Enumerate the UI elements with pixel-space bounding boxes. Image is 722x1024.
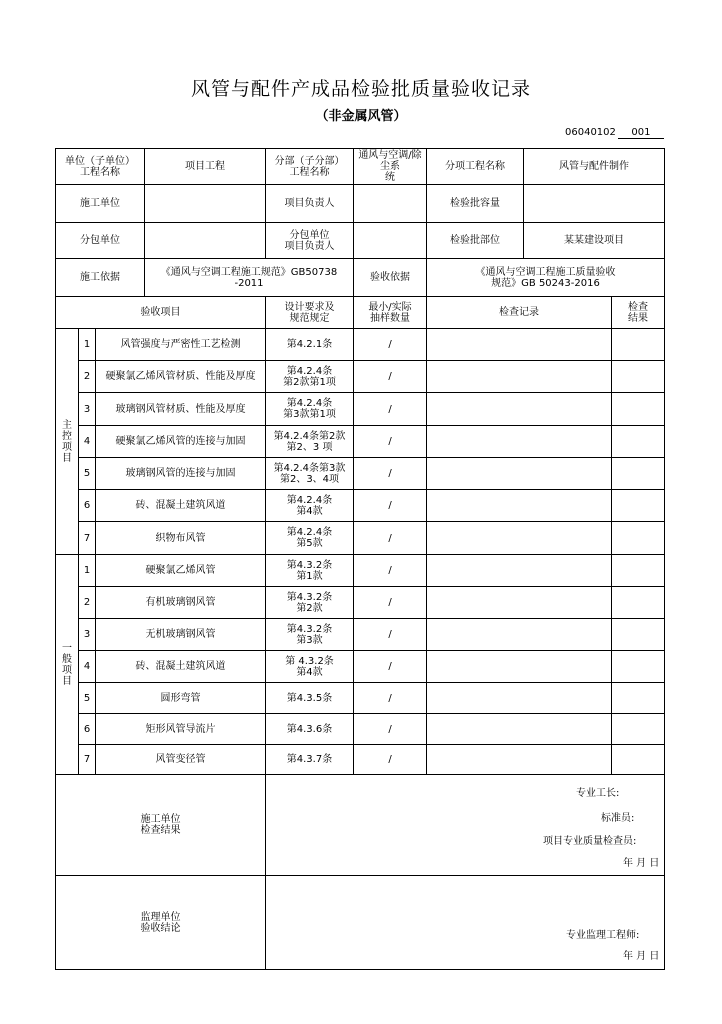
project-manager-value[interactable] [354, 185, 427, 223]
item-sample[interactable]: / [354, 587, 427, 619]
item-result[interactable] [612, 587, 665, 619]
item-name: 风管变径管 [96, 745, 266, 775]
main-item-row [56, 490, 665, 522]
item-requirement: 第4.3.7条 [266, 745, 354, 775]
item-sample[interactable]: / [354, 522, 427, 555]
item-number: 1 [79, 555, 96, 587]
header-row-basis [56, 259, 665, 297]
item-requirement: 第4.2.4条 第5款 [266, 522, 354, 555]
batch-location-value[interactable]: 某某建设项目 [524, 223, 665, 259]
item-sample[interactable]: / [354, 683, 427, 714]
item-record[interactable] [427, 651, 612, 683]
column-header-sample: 最小/实际 抽样数量 [354, 297, 427, 329]
general-item-row [56, 683, 665, 714]
item-number: 5 [79, 458, 96, 490]
item-number: 3 [79, 393, 96, 426]
sub-project-manager-value[interactable] [354, 223, 427, 259]
general-item-row [56, 745, 665, 775]
main-item-row [56, 361, 665, 393]
header-row-subcontractor [56, 223, 665, 259]
general-item-row [56, 555, 665, 587]
item-requirement: 第4.3.5条 [266, 683, 354, 714]
item-number: 6 [79, 714, 96, 745]
item-requirement: 第4.3.2条 第1款 [266, 555, 354, 587]
acceptance-basis-label: 验收依据 [354, 259, 427, 297]
general-item-row [56, 619, 665, 651]
item-record[interactable] [427, 555, 612, 587]
batch-location-label: 检验批部位 [427, 223, 524, 259]
item-name: 有机玻璃钢风管 [96, 587, 266, 619]
general-item-row [56, 587, 665, 619]
quality-inspector-signature-label: 项目专业质量检查员: [543, 836, 637, 847]
item-record[interactable] [427, 426, 612, 458]
item-requirement: 第4.2.4条 第3款第1项 [266, 393, 354, 426]
item-result[interactable] [612, 683, 665, 714]
supervision-row [56, 876, 665, 970]
unit-name-value[interactable]: 项目工程 [145, 149, 266, 185]
document-number-prefix: 06040102 [565, 127, 616, 138]
item-number: 7 [79, 522, 96, 555]
general-item-row [56, 651, 665, 683]
construction-check-label: 施工单位 检查结果 [56, 775, 266, 876]
subitem-name-label: 分项工程名称 [427, 149, 524, 185]
item-requirement: 第4.2.4条 第2款第1项 [266, 361, 354, 393]
item-requirement: 第 4.3.2条 第4款 [266, 651, 354, 683]
item-number: 5 [79, 683, 96, 714]
supervision-date: 年 月 日 [623, 951, 660, 962]
item-record[interactable] [427, 329, 612, 361]
item-name: 砖、混凝土建筑风道 [96, 490, 266, 522]
item-record[interactable] [427, 619, 612, 651]
item-name: 矩形风管导流片 [96, 714, 266, 745]
item-number: 4 [79, 426, 96, 458]
item-result[interactable] [612, 651, 665, 683]
acceptance-basis-value[interactable]: 《通风与空调工程施工质量验收 规范》GB 50243-2016 [427, 259, 665, 297]
general-items-category: 一 般 项 目 [56, 555, 79, 775]
item-record[interactable] [427, 361, 612, 393]
item-requirement: 第4.2.4条第3款 第2、3、4项 [266, 458, 354, 490]
subcontractor-label: 分包单位 [56, 223, 145, 259]
item-sample[interactable]: / [354, 393, 427, 426]
item-sample[interactable]: / [354, 426, 427, 458]
page-title: 风管与配件产成品检验批质量验收记录 [190, 78, 531, 100]
column-header-record: 检查记录 [427, 297, 612, 329]
column-header-result: 检查 结果 [612, 297, 665, 329]
item-name: 玻璃钢风管材质、性能及厚度 [96, 393, 266, 426]
item-requirement: 第4.3.2条 第3款 [266, 619, 354, 651]
item-result[interactable] [612, 555, 665, 587]
item-number: 3 [79, 619, 96, 651]
general-item-row [56, 714, 665, 745]
item-record[interactable] [427, 458, 612, 490]
inspection-record-table [55, 148, 665, 970]
item-number: 1 [79, 329, 96, 361]
item-result[interactable] [612, 329, 665, 361]
standard-officer-signature-label: 标准员: [601, 813, 635, 824]
item-requirement: 第4.3.6条 [266, 714, 354, 745]
item-result[interactable] [612, 745, 665, 775]
foreman-signature-label: 专业工长: [576, 788, 620, 799]
main-item-row [56, 522, 665, 555]
supervision-signature-area[interactable] [266, 876, 665, 970]
project-manager-label: 项目负责人 [266, 185, 354, 223]
item-record[interactable] [427, 490, 612, 522]
main-item-row [56, 329, 665, 361]
construction-basis-label: 施工依据 [56, 259, 145, 297]
supervision-label: 监理单位 验收结论 [56, 876, 266, 970]
item-record[interactable] [427, 745, 612, 775]
item-result[interactable] [612, 458, 665, 490]
item-sample[interactable]: / [354, 651, 427, 683]
item-result[interactable] [612, 393, 665, 426]
sub-project-manager-label: 分包单位 项目负责人 [266, 223, 354, 259]
item-number: 2 [79, 587, 96, 619]
item-requirement: 第4.3.2条 第2款 [266, 587, 354, 619]
item-name: 玻璃钢风管的连接与加固 [96, 458, 266, 490]
document-number [565, 127, 664, 139]
item-sample[interactable]: / [354, 745, 427, 775]
item-result[interactable] [612, 490, 665, 522]
item-number: 4 [79, 651, 96, 683]
contractor-label: 施工单位 [56, 185, 145, 223]
division-name-value[interactable]: 通风与空调/除尘系 统 [354, 149, 427, 185]
item-result[interactable] [612, 426, 665, 458]
item-requirement: 第4.2.4条 第4款 [266, 490, 354, 522]
item-result[interactable] [612, 619, 665, 651]
document-number-sequence: 001 [618, 127, 664, 139]
item-name: 硬聚氯乙烯风管的连接与加固 [96, 426, 266, 458]
item-record[interactable] [427, 683, 612, 714]
subcontractor-value[interactable] [145, 223, 266, 259]
main-item-row [56, 393, 665, 426]
item-record[interactable] [427, 714, 612, 745]
header-row-project [56, 149, 665, 185]
item-record[interactable] [427, 587, 612, 619]
batch-capacity-value[interactable] [524, 185, 665, 223]
main-item-row [56, 458, 665, 490]
item-sample[interactable]: / [354, 329, 427, 361]
item-number: 2 [79, 361, 96, 393]
batch-capacity-label: 检验批容量 [427, 185, 524, 223]
item-requirement: 第4.2.1条 [266, 329, 354, 361]
item-sample[interactable]: / [354, 458, 427, 490]
item-number: 6 [79, 490, 96, 522]
item-name: 圆形弯管 [96, 683, 266, 714]
construction-basis-value[interactable]: 《通风与空调工程施工规范》GB50738 -2011 [145, 259, 354, 297]
main-control-items-category: 主 控 项 目 [56, 329, 79, 555]
construction-check-signature-area[interactable] [266, 775, 665, 876]
item-result[interactable] [612, 522, 665, 555]
item-record[interactable] [427, 522, 612, 555]
item-name: 织物布风管 [96, 522, 266, 555]
column-header-requirement: 设计要求及 规范规定 [266, 297, 354, 329]
item-number: 7 [79, 745, 96, 775]
column-header-item: 验收项目 [56, 297, 266, 329]
page-subtitle: （非金属风管） [315, 109, 407, 124]
item-sample[interactable]: / [354, 490, 427, 522]
header-row-contractor [56, 185, 665, 223]
item-result[interactable] [612, 361, 665, 393]
item-sample[interactable]: / [354, 361, 427, 393]
construction-check-date: 年 月 日 [623, 858, 660, 869]
item-result[interactable] [612, 714, 665, 745]
construction-check-row [56, 775, 665, 876]
unit-name-label: 单位（子单位） 工程名称 [56, 149, 145, 185]
division-name-label: 分部（子分部） 工程名称 [266, 149, 354, 185]
item-name: 硬聚氯乙烯风管材质、性能及厚度 [96, 361, 266, 393]
item-sample[interactable]: / [354, 555, 427, 587]
subitem-name-value[interactable]: 风管与配件制作 [524, 149, 665, 185]
item-name: 无机玻璃钢风管 [96, 619, 266, 651]
item-sample[interactable]: / [354, 619, 427, 651]
item-requirement: 第4.2.4条第2款 第2、3 项 [266, 426, 354, 458]
main-item-row [56, 426, 665, 458]
column-header-row [56, 297, 665, 329]
item-record[interactable] [427, 393, 612, 426]
item-name: 硬聚氯乙烯风管 [96, 555, 266, 587]
supervision-engineer-signature-label: 专业监理工程师: [566, 930, 640, 941]
item-name: 风管强度与严密性工艺检测 [96, 329, 266, 361]
contractor-value[interactable] [145, 185, 266, 223]
item-sample[interactable]: / [354, 714, 427, 745]
item-name: 砖、混凝土建筑风道 [96, 651, 266, 683]
